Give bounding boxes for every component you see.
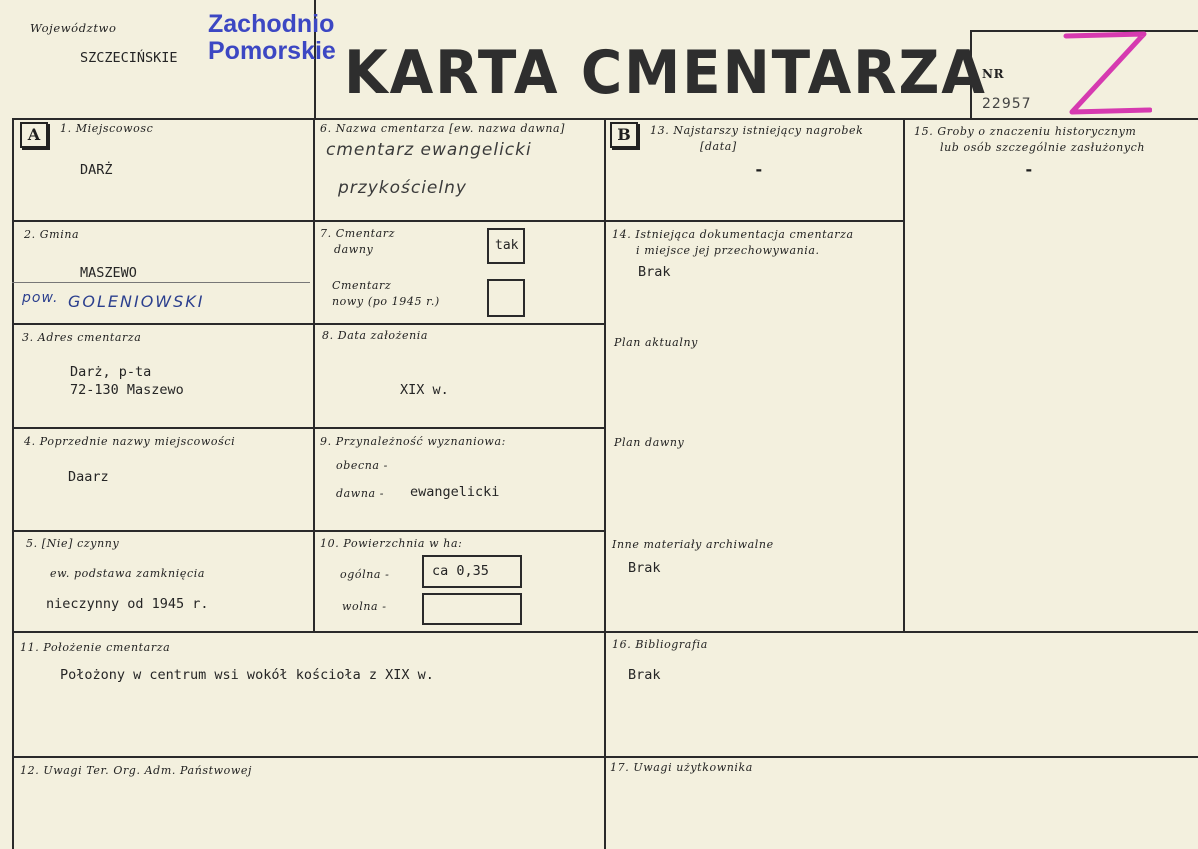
field-11-label: 11. Położenie cmentarza [20,641,171,654]
field-9-dawna: dawna - [336,487,385,500]
field-2-value: MASZEWO [80,265,137,281]
field-5-sub: ew. podstawa zamknięcia [50,567,206,580]
field-15-label: 15. Groby o znaczeniu historycznym [914,125,1137,138]
section-a-badge: A [20,122,48,148]
powiat-value: GOLENIOWSKI [68,292,205,311]
inne-materialy-value: Brak [628,560,661,576]
field-1-value: DARŻ [80,162,113,178]
field-13-label: 13. Najstarszy istniejący nagrobek [650,124,864,137]
field-5-label: 5. [Nie] czynny [26,537,120,550]
field-6-handwriting-2: przykościelny [338,178,467,198]
field-9-dawna-value: ewangelicki [410,484,500,500]
field-3-line1: Darż, p-ta [70,364,152,380]
field-13-label-2: [data] [700,140,737,153]
field-14-label: 14. Istniejąca dokumentacja cmentarza [612,228,854,241]
field-16-label: 16. Bibliografia [612,638,708,651]
page-title: KARTA CMENTARZA [344,38,987,108]
field-7-label-dawny-2: dawny [334,243,374,256]
field-11-value: Położony w centrum wsi wokół kościoła z XIX w. [60,667,434,683]
section-b-badge: B [610,122,638,148]
field-10-label: 10. Powierzchnia w ha: [320,537,463,550]
field-6-label: 6. Nazwa cmentarza [ew. nazwa dawna] [320,122,566,135]
field-9-label: 9. Przynależność wyznaniowa: [320,435,506,448]
field-17-label: 17. Uwagi użytkownika [610,761,753,774]
field-10-ogolna: ogólna - [340,568,390,581]
plan-aktualny-label: Plan aktualny [614,336,698,349]
ogolna-area-box [422,555,522,588]
ogolna-area-value: ca 0,35 [432,563,489,579]
field-7-label-nowy: Cmentarz [332,279,392,292]
field-3-line2: 72-130 Maszewo [70,382,184,398]
field-7-label-dawny: 7. Cmentarz [320,227,396,240]
region-stamp-line1: Zachodnio [208,10,335,38]
plan-dawny-label: Plan dawny [614,436,685,449]
field-6-handwriting-1: cmentarz ewangelicki [326,140,532,160]
cmentarz-nowy-checkbox [487,279,525,317]
field-2-label: 2. Gmina [24,228,80,241]
field-10-wolna: wolna - [342,600,387,613]
field-12-label: 12. Uwagi Ter. Org. Adm. Państwowej [20,764,253,777]
region-stamp-line2: Pomorskie [208,37,336,65]
field-8-value: XIX w. [400,382,449,398]
field-5-value: nieczynny od 1945 r. [46,596,209,612]
field-8-label: 8. Data założenia [322,329,429,342]
field-15-value: - [1024,160,1034,179]
field-7-label-nowy-2: nowy (po 1945 r.) [332,295,440,308]
nr-mark [1060,28,1152,120]
field-13-value: - [754,160,764,179]
cmentarz-dawny-checkbox [487,228,525,264]
field-1-label: 1. Miejscowosc [60,122,154,135]
nr-label: NR [982,67,1005,81]
field-3-label: 3. Adres cmentarza [22,331,142,344]
field-4-label: 4. Poprzednie nazwy miejscowości [24,435,236,448]
inne-materialy-label: Inne materiały archiwalne [612,538,774,551]
wojewodztwo-label: Województwo [30,21,117,35]
cmentarz-dawny-value: tak [495,238,519,253]
powiat-prefix: pow. [22,290,59,306]
nr-mark-graphic [1060,28,1152,120]
nr-value: 22957 [982,96,1032,112]
field-15-label-2: lub osób szczególnie zasłużonych [940,141,1146,154]
field-16-value: Brak [628,667,661,683]
field-4-value: Daarz [68,469,109,485]
wolna-area-box [422,593,522,625]
wojewodztwo-value: SZCZECIŃSKIE [80,50,178,66]
field-14-label-2: i miejsce jej przechowywania. [636,244,820,257]
field-14-value: Brak [638,264,671,280]
field-9-obecna: obecna - [336,459,388,472]
